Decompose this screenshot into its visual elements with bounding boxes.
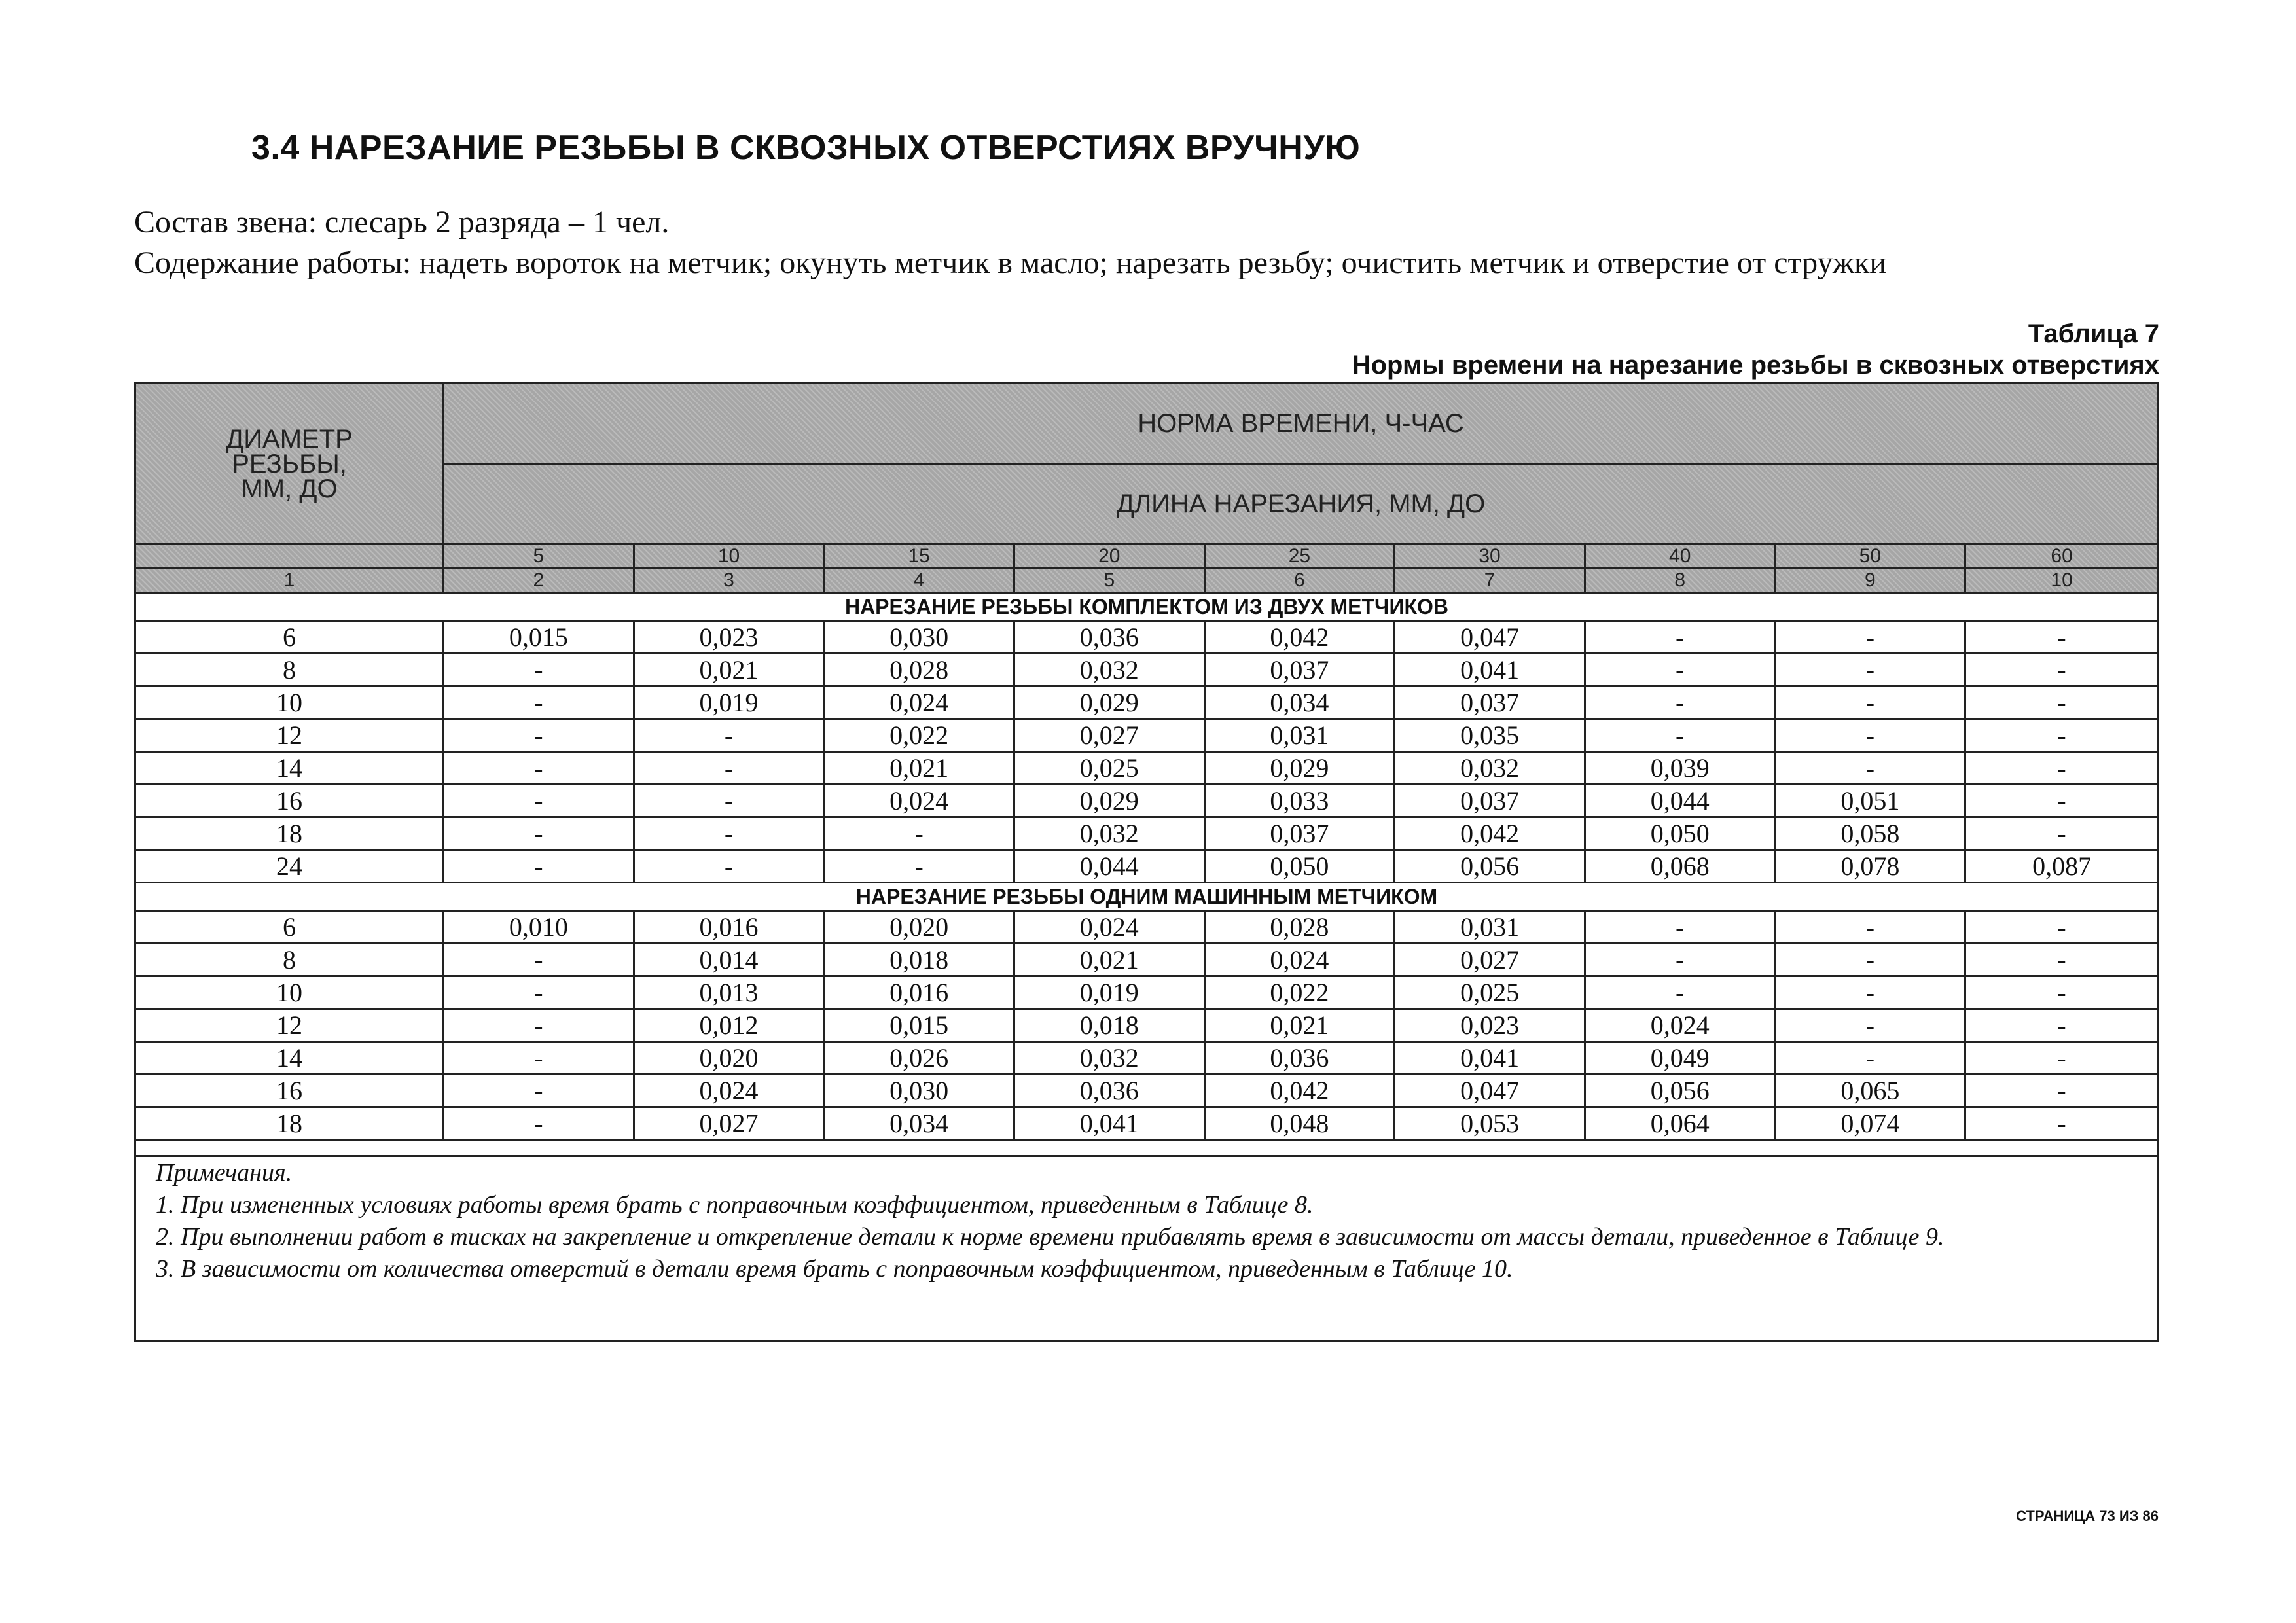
table-row [135,1009,2159,1042]
column-number: 6 [1204,569,1395,593]
norm-cell: 0,041 [1395,1042,1585,1075]
norm-cell: - [634,817,824,850]
norm-cell: 0,049 [1585,1042,1775,1075]
norms-table [134,382,2159,1342]
norm-cell: - [634,850,824,883]
norm-cell: 0,031 [1204,719,1395,752]
norm-cell: 0,014 [634,944,824,976]
norm-cell: 0,050 [1585,817,1775,850]
norm-cell: 0,021 [824,752,1014,785]
norm-cell: 0,028 [824,654,1014,687]
norm-cell: - [1965,1107,2159,1140]
norm-cell: - [444,654,634,687]
norm-cell: - [1775,944,1965,976]
norm-cell: 0,044 [1014,850,1204,883]
norm-cell: 0,047 [1395,1075,1585,1107]
norm-cell: - [1965,1075,2159,1107]
norm-cell: 0,015 [824,1009,1014,1042]
norm-cell: 0,027 [634,1107,824,1140]
diameter-cell: 10 [135,687,444,719]
norm-cell: 0,042 [1204,621,1395,654]
norm-cell: 0,030 [824,621,1014,654]
norm-cell: 0,039 [1585,752,1775,785]
norm-cell: 0,036 [1014,621,1204,654]
norm-cell: - [1965,817,2159,850]
norm-cell: 0,029 [1014,785,1204,817]
norm-cell: - [634,719,824,752]
norm-cell: 0,025 [1014,752,1204,785]
norm-cell: - [1775,719,1965,752]
norm-cell: 0,027 [1395,944,1585,976]
notes-title: Примечания. [156,1159,293,1186]
norm-cell: - [444,752,634,785]
diameter-cell: 16 [135,1075,444,1107]
norm-cell: 0,034 [824,1107,1014,1140]
norm-cell: 0,022 [824,719,1014,752]
norm-cell: 0,087 [1965,850,2159,883]
table-row [135,654,2159,687]
norm-cell: 0,020 [824,911,1014,944]
norm-cell: - [1585,719,1775,752]
table-row [135,850,2159,883]
table-number: Таблица 7 [2028,319,2159,348]
header-diameter: ДИАМЕТР РЕЗЬБЫ, ММ, ДО [135,383,444,544]
column-number: 4 [824,569,1014,593]
norm-cell: 0,042 [1395,817,1585,850]
norm-cell: - [1775,1009,1965,1042]
header-length-value: 10 [634,544,824,569]
note-item: 2. При выполнении работ в тисках на закрепление и открепление детали к норме времени прибавлять время в зависимости от массы детали, приведенное в Таблице 9. [156,1223,1945,1251]
norm-cell: 0,035 [1395,719,1585,752]
norm-cell: 0,023 [1395,1009,1585,1042]
table-row [135,785,2159,817]
norm-cell: 0,024 [1014,911,1204,944]
norm-cell: - [1965,752,2159,785]
norm-cell: - [634,752,824,785]
norm-cell: 0,033 [1204,785,1395,817]
column-number: 3 [634,569,824,593]
norm-cell: 0,041 [1395,654,1585,687]
norm-cell: 0,041 [1014,1107,1204,1140]
norm-cell: - [444,687,634,719]
section-title-row: НАРЕЗАНИЕ РЕЗЬБЫ КОМПЛЕКТОМ ИЗ ДВУХ МЕТЧИКОВ [135,593,2159,621]
norm-cell: 0,032 [1014,1042,1204,1075]
norm-cell: 0,036 [1014,1075,1204,1107]
norm-cell: - [444,719,634,752]
norm-cell: 0,056 [1585,1075,1775,1107]
diameter-cell: 6 [135,911,444,944]
norm-cell: - [444,1042,634,1075]
norm-cell: - [444,850,634,883]
norm-cell: 0,051 [1775,785,1965,817]
header-length-value: 15 [824,544,1014,569]
norm-cell: 0,050 [1204,850,1395,883]
norm-cell: 0,056 [1395,850,1585,883]
norm-cell: - [1585,911,1775,944]
norm-cell: 0,032 [1014,817,1204,850]
norm-cell: - [1965,719,2159,752]
norm-cell: 0,042 [1204,1075,1395,1107]
table-row [135,752,2159,785]
work-content: Содержание работы: надеть вороток на метчик; окунуть метчик в масло; нарезать резьбу; очистить метчик и отверстие от стружки [134,245,1887,280]
norm-cell: 0,028 [1204,911,1395,944]
norm-cell: 0,021 [1204,1009,1395,1042]
diameter-cell: 24 [135,850,444,883]
norm-cell: - [1585,621,1775,654]
column-number: 9 [1775,569,1965,593]
column-number: 5 [1014,569,1204,593]
header-norm: НОРМА ВРЕМЕНИ, Ч-ЧАС [444,383,2159,464]
note-item: 3. В зависимости от количества отверстий в детали время брать с поправочным коэффициентом, приведенным в Таблице 10. [156,1255,1513,1283]
note-item: 1. При измененных условиях работы время брать с поправочным коэффициентом, приведенным в Таблице 8. [156,1191,1314,1219]
diameter-cell: 10 [135,976,444,1009]
header-length-value: 60 [1965,544,2159,569]
norm-cell: 0,037 [1204,817,1395,850]
header-length: ДЛИНА НАРЕЗАНИЯ, ММ, ДО [444,464,2159,544]
norm-cell: 0,025 [1395,976,1585,1009]
norm-cell: - [1775,976,1965,1009]
norm-cell: 0,078 [1775,850,1965,883]
norm-cell: 0,010 [444,911,634,944]
norm-cell: 0,064 [1585,1107,1775,1140]
norm-cell: - [634,785,824,817]
norm-cell: - [1775,752,1965,785]
norm-cell: - [444,785,634,817]
norm-cell: - [1965,976,2159,1009]
norm-cell: 0,058 [1775,817,1965,850]
norm-cell: - [444,976,634,1009]
norm-cell: 0,031 [1395,911,1585,944]
norm-cell: - [1585,654,1775,687]
norm-cell: 0,048 [1204,1107,1395,1140]
diameter-cell: 12 [135,1009,444,1042]
norm-cell: 0,019 [1014,976,1204,1009]
table-caption: Нормы времени на нарезание резьбы в сквозных отверстиях [1352,351,2159,380]
table-row [135,719,2159,752]
section-title-row: НАРЕЗАНИЕ РЕЗЬБЫ ОДНИМ МАШИННЫМ МЕТЧИКОМ [135,883,2159,911]
header-length-empty [135,544,444,569]
table-row [135,1075,2159,1107]
norm-cell: 0,034 [1204,687,1395,719]
norm-cell: 0,022 [1204,976,1395,1009]
norm-cell: - [1965,1042,2159,1075]
norm-cell: 0,021 [1014,944,1204,976]
column-number: 8 [1585,569,1775,593]
norm-cell: - [1585,687,1775,719]
norm-cell: 0,013 [634,976,824,1009]
diameter-cell: 18 [135,817,444,850]
norm-cell: - [1965,687,2159,719]
norm-cell: - [824,817,1014,850]
norm-cell: - [1965,944,2159,976]
norm-cell: 0,037 [1204,654,1395,687]
header-length-value: 25 [1204,544,1395,569]
header-length-value: 30 [1395,544,1585,569]
norm-cell: - [1775,621,1965,654]
norm-cell: 0,030 [824,1075,1014,1107]
norm-cell: 0,026 [824,1042,1014,1075]
norm-cell: 0,012 [634,1009,824,1042]
norm-cell: 0,023 [634,621,824,654]
norm-cell: - [1965,911,2159,944]
header-length-value: 40 [1585,544,1775,569]
norm-cell: - [1775,687,1965,719]
norm-cell: 0,068 [1585,850,1775,883]
column-number: 1 [135,569,444,593]
norm-cell: 0,024 [1204,944,1395,976]
norm-cell: - [1965,785,2159,817]
norm-cell: - [444,1009,634,1042]
column-number: 10 [1965,569,2159,593]
norm-cell: - [444,1107,634,1140]
norm-cell: 0,074 [1775,1107,1965,1140]
norm-cell: - [1965,1009,2159,1042]
header-length-value: 50 [1775,544,1965,569]
diameter-cell: 18 [135,1107,444,1140]
norm-cell: 0,015 [444,621,634,654]
norm-cell: 0,024 [1585,1009,1775,1042]
norm-cell: 0,018 [824,944,1014,976]
diameter-cell: 8 [135,944,444,976]
table-row [135,976,2159,1009]
crew-composition: Состав звена: слесарь 2 разряда – 1 чел. [134,205,670,240]
table-row [135,1107,2159,1140]
diameter-cell: 16 [135,785,444,817]
diameter-cell: 14 [135,752,444,785]
norm-cell: 0,036 [1204,1042,1395,1075]
norm-cell: 0,016 [634,911,824,944]
norm-cell: 0,029 [1014,687,1204,719]
norm-cell: 0,021 [634,654,824,687]
norm-cell: 0,029 [1204,752,1395,785]
column-number: 7 [1395,569,1585,593]
norm-cell: 0,019 [634,687,824,719]
norm-cell: 0,047 [1395,621,1585,654]
table-row [135,944,2159,976]
norm-cell: 0,037 [1395,785,1585,817]
norm-cell: 0,020 [634,1042,824,1075]
diameter-cell: 14 [135,1042,444,1075]
header-length-value: 5 [444,544,634,569]
norm-cell: - [824,850,1014,883]
table-row [135,817,2159,850]
diameter-cell: 8 [135,654,444,687]
notes [135,1156,2159,1342]
norm-cell: - [1585,944,1775,976]
diameter-cell: 6 [135,621,444,654]
table-row [135,1042,2159,1075]
table-row [135,621,2159,654]
norm-cell: 0,044 [1585,785,1775,817]
norm-cell: 0,037 [1395,687,1585,719]
header-length-value: 20 [1014,544,1204,569]
norm-cell: - [1775,911,1965,944]
table-row [135,911,2159,944]
norm-cell: 0,053 [1395,1107,1585,1140]
norm-cell: - [1965,621,2159,654]
norm-cell: - [1775,654,1965,687]
norm-cell: - [444,817,634,850]
norm-cell: 0,024 [824,785,1014,817]
diameter-cell: 12 [135,719,444,752]
norm-cell: - [444,1075,634,1107]
norm-cell: - [444,944,634,976]
norm-cell: 0,024 [824,687,1014,719]
norm-cell: 0,065 [1775,1075,1965,1107]
table-row [135,687,2159,719]
norm-cell: 0,016 [824,976,1014,1009]
norm-cell: - [1775,1042,1965,1075]
norm-cell: 0,032 [1395,752,1585,785]
norm-cell: 0,032 [1014,654,1204,687]
norm-cell: 0,027 [1014,719,1204,752]
page-number: СТРАНИЦА 73 ИЗ 86 [2016,1508,2159,1524]
norm-cell: 0,018 [1014,1009,1204,1042]
column-number: 2 [444,569,634,593]
norm-cell: - [1965,654,2159,687]
norm-cell: - [1585,976,1775,1009]
norm-cell: 0,024 [634,1075,824,1107]
table-spacer [135,1140,2159,1156]
section-title: 3.4 НАРЕЗАНИЕ РЕЗЬБЫ В СКВОЗНЫХ ОТВЕРСТИЯХ ВРУЧНУЮ [251,129,1361,167]
